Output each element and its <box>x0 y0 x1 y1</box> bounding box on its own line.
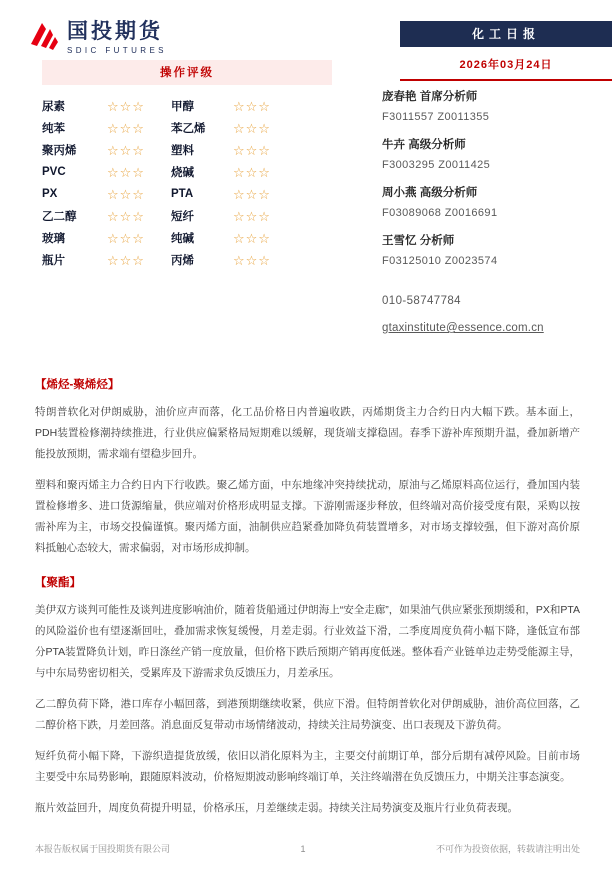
table-row <box>42 139 332 161</box>
report-body <box>0 376 615 819</box>
table-row <box>42 227 332 249</box>
star-rating: ☆☆☆ <box>107 142 145 158</box>
report-date: 2026年03月24日 <box>400 47 612 81</box>
analyst-credentials: F3003295 Z0011425 <box>382 159 491 171</box>
analyst-entry <box>382 88 602 123</box>
analyst-entry <box>382 136 602 171</box>
analyst-name: 周小燕 高级分析师 <box>382 187 478 199</box>
star-rating: ☆☆☆ <box>233 252 271 268</box>
page-footer <box>35 842 580 855</box>
star-rating: ☆☆☆ <box>233 142 271 158</box>
table-row <box>42 161 332 183</box>
product-name: PX <box>42 188 58 200</box>
star-rating: ☆☆☆ <box>107 98 145 114</box>
star-rating: ☆☆☆ <box>233 164 271 180</box>
table-row <box>42 95 332 117</box>
star-rating: ☆☆☆ <box>107 230 145 246</box>
report-title: 化工日报 <box>400 21 612 47</box>
analyst-name: 牛卉 高级分析师 <box>382 139 466 151</box>
table-row <box>42 117 332 139</box>
product-name: PTA <box>171 188 194 200</box>
star-rating: ☆☆☆ <box>107 120 145 136</box>
ratings-table-body <box>42 95 332 271</box>
product-name: 乙二醇 <box>42 211 77 223</box>
table-row <box>42 183 332 205</box>
star-rating: ☆☆☆ <box>233 230 271 246</box>
body-paragraph: 短纤负荷小幅下降，下游织造提货放缓，依旧以消化原料为主，主要交付前期订单，部分后期有减停风险。目前市场主要受中东局势影响，跟随原料波动，价格短期波动影响终端订单，关注终端潜在负反馈压力，中期关注事态演变。 <box>35 750 580 783</box>
contact-email-link[interactable]: gtaxinstitute@essence.com.cn <box>382 322 544 334</box>
logo-flame-icon <box>30 20 60 52</box>
product-name: PVC <box>42 166 66 178</box>
star-rating: ☆☆☆ <box>233 186 271 202</box>
body-paragraph: 瓶片效益回升，周度负荷提升明显，价格承压，月差继续走弱。持续关注局势演变及瓶片行业负荷表现。 <box>35 802 518 814</box>
ratings-table <box>42 60 332 271</box>
section-heading-polyester: 【聚酯】 <box>35 577 81 589</box>
section-heading-olefins: 【烯烃-聚烯烃】 <box>35 379 120 391</box>
report-header-region <box>0 0 615 368</box>
company-logo <box>30 20 167 55</box>
star-rating: ☆☆☆ <box>233 120 271 136</box>
body-paragraph: 特朗普软化对伊朗威胁，油价应声而落，化工品价格日内普遍收跌，丙烯期货主力合约日内大幅下跌。基本面上，PDH装置检修潮持续推进，行业供应偏紧格局短期难以缓解，现货端支撑稳固。春季下游补库预期升温，叠加新增产能投放预期，需求端有望稳步回升。 <box>35 406 580 460</box>
star-rating: ☆☆☆ <box>233 208 271 224</box>
table-row <box>42 249 332 271</box>
product-name: 玻璃 <box>42 233 65 245</box>
logo-text-en: SDIC FUTURES <box>67 46 167 56</box>
body-paragraph: 美伊双方谈判可能性及谈判进度影响油价，随着货船通过伊朗海上“安全走廊”，如果油气供应紧张预期缓和，PX和PTA的风险溢价也有望逐渐回吐，叠加需求恢复缓慢，月差走弱。行业效益下滑，二季度周度负荷小幅下降，逢低宣布部分PTA装置降负计划，昨日涤丝产销一度放量，但价格下跌后预期产销再度低迷。整体看产业链单边走势受能源主导，与中东局势密切相关，受累库及下游需求负反馈压力，月差承压。 <box>35 604 580 679</box>
product-name: 纯苯 <box>42 123 65 135</box>
product-name: 丙烯 <box>171 255 194 267</box>
star-rating: ☆☆☆ <box>233 98 271 114</box>
product-name: 塑料 <box>171 145 194 157</box>
product-name: 聚丙烯 <box>42 145 77 157</box>
analyst-entry <box>382 184 602 219</box>
footer-copyright: 本报告版权属于国投期货有限公司 <box>35 844 171 854</box>
analyst-credentials: F03089068 Z0016691 <box>382 207 498 219</box>
product-name: 苯乙烯 <box>171 123 206 135</box>
analyst-credentials: F03125010 Z0023574 <box>382 255 498 267</box>
logo-text-cn: 国投期货 <box>67 20 163 43</box>
analyst-credentials: F3011557 Z0011355 <box>382 111 490 123</box>
star-rating: ☆☆☆ <box>107 164 145 180</box>
product-name: 短纤 <box>171 211 194 223</box>
logo-text-block <box>67 20 167 55</box>
product-name: 纯碱 <box>171 233 194 245</box>
report-title-block <box>400 21 612 81</box>
star-rating: ☆☆☆ <box>107 252 145 268</box>
analyst-entry <box>382 232 602 267</box>
body-paragraph: 乙二醇负荷下降，港口库存小幅回落，到港预期继续收紧，供应下滑。但特朗普软化对伊朗威胁，油价高位回落，乙二醇价格下跌，月差回落。消息面反复带动市场情绪波动，持续关注局势演变、出口表现及下游负荷。 <box>35 698 580 731</box>
analyst-name: 庞春艳 首席分析师 <box>382 91 478 103</box>
analyst-name: 王雪忆 分析师 <box>382 235 455 247</box>
page-number: 1 <box>300 843 306 854</box>
product-name: 尿素 <box>42 101 65 113</box>
contact-phone: 010-58747784 <box>382 295 461 307</box>
ratings-table-title: 操作评级 <box>42 60 332 85</box>
analyst-list <box>382 88 602 334</box>
product-name: 瓶片 <box>42 255 65 267</box>
star-rating: ☆☆☆ <box>107 186 145 202</box>
product-name: 甲醇 <box>171 101 194 113</box>
product-name: 烧碱 <box>171 167 194 179</box>
body-paragraph: 塑料和聚丙烯主力合约日内下行收跌。聚乙烯方面，中东地缘冲突持续扰动，原油与乙烯原料高位运行，叠加国内装置检修增多、进口货源缩量，供应端对价格形成明显支撑。下游刚需逐步释放，但终端对高价接受度有限，采购以按需补库为主，市场交投偏谨慎。聚丙烯方面，油制供应趋紧叠加降负荷装置增多，对市场支撑较强，但下游对高价原料抵触心态较大，需求偏弱，对市场形成抑制。 <box>35 479 580 554</box>
footer-disclaimer: 不可作为投资依据，转载请注明出处 <box>435 844 580 854</box>
table-row <box>42 205 332 227</box>
star-rating: ☆☆☆ <box>107 208 145 224</box>
